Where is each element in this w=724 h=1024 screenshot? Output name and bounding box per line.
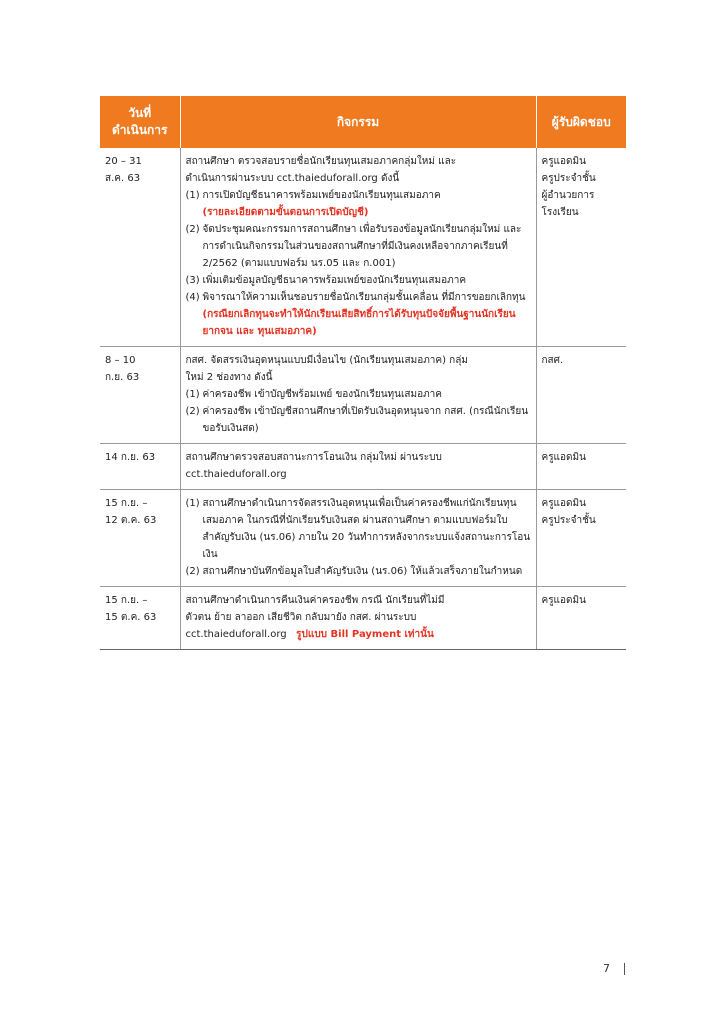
activity-cell bbox=[180, 587, 536, 650]
schedule-table bbox=[100, 96, 626, 650]
document-page bbox=[100, 96, 626, 650]
bill-payment-note: รูปแบบ Bill Payment เท่านั้น bbox=[296, 629, 434, 640]
item-text: เพิ่มเติมข้อมูลบัญชีธนาคารพร้อมเพย์ของนักเรียนทุนเสมอภาค bbox=[202, 275, 467, 286]
item-text: จัดประชุมคณะกรรมการสถานศึกษา เพื่อรับรองข้อมูลนักเรียนกลุ่มใหม่ และการดำเนินกิจกรรมในส่วนของสถานศึกษาที่มีเงินคงเหลือจากภาคเรียนที่ 2/2562 (ตามแบบฟอร์ม นร.05 และ ก.001) bbox=[202, 224, 522, 269]
table-row bbox=[100, 347, 626, 444]
page-number-divider bbox=[624, 963, 625, 975]
responsible-line: ครูประจำชั้น bbox=[541, 173, 596, 184]
activity-intro: สถานศึกษา ตรวจสอบรายชื่อนักเรียนทุนเสมอภาคกลุ่มใหม่ และ bbox=[185, 156, 457, 167]
header-responsible: ผู้รับผิดชอบ bbox=[536, 96, 626, 148]
date-line: 12 ต.ค. 63 bbox=[105, 515, 157, 526]
activity-intro: สถานศึกษาดำเนินการคืนเงินค่าครองชีพ กรณี นักเรียนที่ไม่มี bbox=[185, 595, 445, 606]
responsible-line: ครูแอดมิน bbox=[541, 452, 586, 463]
table-body bbox=[100, 148, 626, 650]
activity-intro: ดำเนินการผ่านระบบ cct.thaieduforall.org ดังนี้ bbox=[185, 173, 400, 184]
responsible-cell bbox=[536, 148, 626, 347]
activity-cell bbox=[180, 148, 536, 347]
responsible-cell bbox=[536, 587, 626, 650]
responsible-cell bbox=[536, 347, 626, 444]
item-number: (2) bbox=[185, 406, 200, 417]
list-item bbox=[186, 289, 532, 340]
activity-intro-tail bbox=[186, 626, 532, 643]
table-row bbox=[100, 148, 626, 347]
date-cell bbox=[100, 587, 180, 650]
responsible-line: โรงเรียน bbox=[541, 207, 579, 218]
header-date bbox=[100, 96, 180, 148]
activity-cell bbox=[180, 444, 536, 490]
date-line: 8 – 10 bbox=[105, 355, 136, 366]
date-cell bbox=[100, 444, 180, 490]
date-cell bbox=[100, 347, 180, 444]
activity-intro: cct.thaieduforall.org bbox=[185, 469, 287, 480]
responsible-line: ครูแอดมิน bbox=[541, 595, 586, 606]
table-row bbox=[100, 490, 626, 587]
responsible-line: ครูประจำชั้น bbox=[541, 515, 596, 526]
website-url: cct.thaieduforall.org bbox=[185, 629, 287, 640]
date-cell bbox=[100, 490, 180, 587]
date-line: ส.ค. 63 bbox=[105, 173, 141, 184]
responsible-cell bbox=[536, 490, 626, 587]
responsible-line: ครูแอดมิน bbox=[541, 156, 586, 167]
item-text: พิจารณาให้ความเห็นชอบรายชื่อนักเรียนกลุ่มชั้นเคลื่อน ที่มีการขอยกเลิกทุน bbox=[202, 292, 526, 303]
responsible-line: ผู้อำนวยการ bbox=[541, 190, 595, 201]
table-row bbox=[100, 587, 626, 650]
date-cell bbox=[100, 148, 180, 347]
list-item bbox=[186, 403, 532, 437]
item-number: (2) bbox=[185, 224, 200, 235]
item-number: (4) bbox=[185, 292, 200, 303]
list-item bbox=[186, 386, 532, 403]
item-number: (2) bbox=[185, 566, 200, 577]
item-text: สถานศึกษาดำเนินการจัดสรรเงินอุดหนุนเพื่อเป็นค่าครองชีพแก่นักเรียนทุนเสมอภาค ในกรณีที่นักเรียนรับเงินสด ผ่านสถานศึกษา ตามแบบฟอร์มใบสำคัญรับเงิน (นร.06) ภายใน 20 วันทำการหลังจากระบบแจ้งสถานะการโอนเงิน bbox=[202, 498, 531, 560]
header-date-line1: วันที่ bbox=[128, 106, 152, 120]
date-line: 15 ก.ย. – bbox=[105, 595, 148, 606]
item-number: (1) bbox=[185, 190, 200, 201]
table-row bbox=[100, 444, 626, 490]
list-item bbox=[186, 221, 532, 272]
item-text: สถานศึกษาบันทึกข้อมูลใบสำคัญรับเงิน (นร.06) ให้แล้วเสร็จภายในกำหนด bbox=[202, 566, 523, 577]
item-number: (3) bbox=[185, 275, 200, 286]
activity-intro: สถานศึกษาตรวจสอบสถานะการโอนเงิน กลุ่มใหม่ ผ่านระบบ bbox=[185, 452, 442, 463]
list-item bbox=[186, 495, 532, 563]
date-line: 20 – 31 bbox=[105, 156, 142, 167]
item-number: (1) bbox=[185, 389, 200, 400]
header-activity: กิจกรรม bbox=[180, 96, 536, 148]
page-number: 7 bbox=[603, 962, 610, 975]
activity-intro: กสศ. จัดสรรเงินอุดหนุนแบบมีเงื่อนไข (นักเรียนทุนเสมอภาค) กลุ่ม bbox=[185, 355, 468, 366]
activity-intro: ตัวตน ย้าย ลาออก เสียชีวิต กลับมายัง กสศ. ผ่านระบบ bbox=[185, 612, 417, 623]
item-text: ค่าครองชีพ เข้าบัญชีสถานศึกษาที่เปิดรับเงินอุดหนุนจาก กสศ. (กรณีนักเรียนขอรับเงินสด) bbox=[202, 406, 529, 434]
item-number: (1) bbox=[185, 498, 200, 509]
activity-cell bbox=[180, 347, 536, 444]
responsible-cell bbox=[536, 444, 626, 490]
date-line: 15 ต.ค. 63 bbox=[105, 612, 157, 623]
list-item bbox=[186, 272, 532, 289]
date-line: ก.ย. 63 bbox=[105, 372, 140, 383]
responsible-line: ครูแอดมิน bbox=[541, 498, 586, 509]
date-line: 14 ก.ย. 63 bbox=[105, 452, 156, 463]
item-note-red: (รายละเอียดตามขั้นตอนการเปิดบัญชี) bbox=[202, 207, 369, 218]
activity-intro: ใหม่ 2 ช่องทาง ดังนี้ bbox=[185, 372, 273, 383]
date-line: 15 ก.ย. – bbox=[105, 498, 148, 509]
list-item bbox=[186, 187, 532, 221]
item-note-red: (กรณียกเลิกทุนจะทำให้นักเรียนเสียสิทธิ์การได้รับทุนปัจจัยพื้นฐานนักเรียนยากจน และ ทุนเสมอภาค) bbox=[202, 309, 516, 337]
responsible-line: กสศ. bbox=[541, 355, 564, 366]
list-item bbox=[186, 563, 532, 580]
item-text: ค่าครองชีพ เข้าบัญชีพร้อมเพย์ ของนักเรียนทุนเสมอภาค bbox=[202, 389, 442, 400]
table-header bbox=[100, 96, 626, 148]
header-date-line2: ดำเนินการ bbox=[112, 123, 168, 137]
activity-cell bbox=[180, 490, 536, 587]
item-text: การเปิดบัญชีธนาคารพร้อมเพย์ของนักเรียนทุนเสมอภาค bbox=[202, 190, 441, 201]
